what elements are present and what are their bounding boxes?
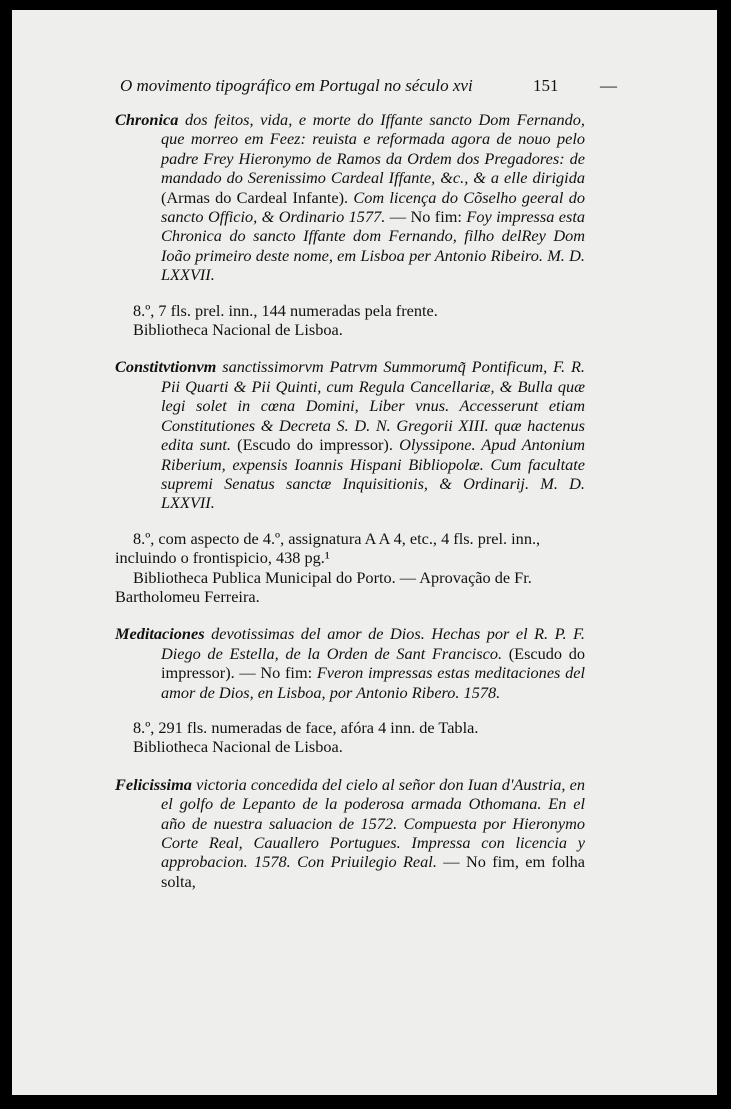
note-line: Bibliotheca Nacional de Lisboa. — [133, 737, 343, 757]
entry-title: Constitvtionvm sanctissimorvm Patrvm Summorumq̃ Pontificum, F. R. Pii Quarti & Pii Quinti, cum Regula Cancellariæ, & Bulla quæ legi solet in cœna Domini, Liber vnus. Accesserunt etiam Constitutiones & Decreta S. D. N. Gregorii XIII. quæ hactenus edita sunt. (Escudo do impressor). Olyssipone. Apud Antonium Riberium, expensis Ioannis Hispani Bibliopolæ. Cum facultate supremi Senatus sanctæ Inquisitionis, & Ordinarij. M. D. LXXVII. — [115, 357, 586, 513]
bibliography-content — [115, 110, 585, 907]
document-page — [12, 10, 717, 1095]
note-line: 8.º, com aspecto de 4.º, assignatura A A 4, etc., 4 fls. prel. inn., incluindo o frontispicio, 438 pg.¹ — [115, 528, 541, 568]
running-title: O movimento tipográfico em Portugal no século xvi — [120, 76, 473, 95]
entry-lead: Felicissima — [115, 774, 192, 794]
header-mark: — — [600, 76, 617, 95]
entry-note — [115, 301, 585, 340]
entry-lead: Chronica — [115, 110, 179, 129]
bibliography-entry — [115, 357, 585, 512]
entry-note — [115, 529, 585, 607]
entry-title: Meditaciones devotissimas del amor de Dios. Hechas por el R. P. F. Diego de Estella, de la Orden de Sant Francisco. (Escudo do impressor). — No fim: Fveron impressas estas meditaciones del amor de Dios, en Lisboa, por Antonio Ribero. 1578. — [115, 624, 585, 702]
entry-note — [115, 718, 585, 757]
entry-title: Felicissima victoria concedida del cielo al señor don Iuan d'Austria, en el golfo de Lepanto de la poderosa armada Othomana. En el año de nuestra saluacion de 1572. Compuesta por Hieronymo Corte Real, Cauallero Portugues. Impressa con licencia y approbacion. 1578. Con Priuilegio Real. — No fim, em folha solta, — [115, 774, 586, 891]
entry-lead: Constitvtionvm — [115, 357, 217, 377]
page-number: 151 — [533, 76, 559, 95]
entry-title: Chronica dos feitos, vida, e morte do Iffante sancto Dom Fernando, que morreo em Feez: reuista e reformada agora de nouo pelo padre Frey Hieronymo de Ramos da Ordem dos Pregadores: de mandado do Serenissimo Cardeal Iffante, &c., & a elle dirigida (Armas do Cardeal Infante). Com licença do Cõselho geeral do sancto Officio, & Ordinario 1577. — No fim: Foy impressa esta Chronica do sancto Iffante dom Fernando, filho delRey Dom Ioão primeiro deste nome, em Lisboa per Antonio Ribeiro. M. D. LXXVII. — [115, 110, 586, 285]
note-line: Bibliotheca Nacional de Lisboa. — [133, 320, 343, 340]
bibliography-entry — [115, 110, 585, 285]
note-line: 8.º, 291 fls. numeradas de face, afóra 4 inn. de Tabla. — [133, 717, 479, 737]
bibliography-entry — [115, 775, 585, 891]
note-line: 8.º, 7 fls. prel. inn., 144 numeradas pela frente. — [133, 300, 438, 320]
entry-lead: Meditaciones — [115, 624, 205, 644]
note-line: Bibliotheca Publica Municipal do Porto. — Aprovação de Fr. Bartholomeu Ferreira. — [115, 567, 532, 606]
bibliography-entry — [115, 624, 585, 702]
